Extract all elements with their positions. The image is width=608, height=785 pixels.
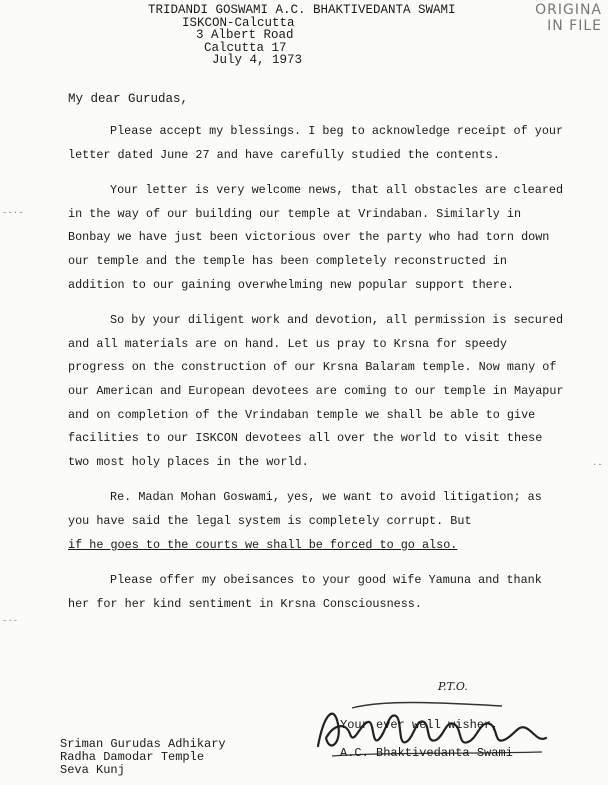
letter-body bbox=[68, 120, 568, 616]
litigation-text: Re. Madan Mohan Goswami, yes, we want to avoid litigation; as you have said the legal system is completely corrupt. But bbox=[68, 490, 542, 528]
recipient-address bbox=[60, 738, 226, 777]
paragraph-temples: Your letter is very welcome news, that all obstacles are cleared in the way of our building our temple at Vrindaban. Similarly in Bonbay we have just been victorious over the party who had torn down our temple and the temple has been completely reconstructed in addition to our gaining overwhelming new popular support there. bbox=[68, 183, 564, 292]
letterhead-address-line-2: Calcutta 17 bbox=[204, 40, 287, 55]
paragraph-blessings: Please accept my blessings. I beg to acknowledge receipt of your letter dated June 27 and have carefully studied the contents. bbox=[68, 124, 564, 162]
closing-line-2: A.C. Bhaktivedanta Swami bbox=[340, 746, 513, 760]
letterhead-name: TRIDANDI GOSWAMI A.C. BHAKTIVEDANTA SWAMI bbox=[148, 3, 456, 17]
paragraph-obeisances: Please offer my obeisances to your good wife Yamuna and thank her for her kind sentiment in Krsna Consciousness. bbox=[68, 573, 542, 611]
letterhead-org: ISKCON-Calcutta bbox=[182, 15, 295, 30]
closing bbox=[340, 718, 513, 760]
salutation: My dear Gurudas, bbox=[68, 92, 189, 106]
margin-dash-mark: ‐‐·‐ bbox=[2, 208, 24, 218]
recipient-line-2: Radha Damodar Temple bbox=[60, 750, 205, 764]
stamp-line-1: ORIGINA bbox=[535, 2, 602, 18]
pto-note: P.T.O. bbox=[438, 680, 468, 693]
recipient-line-3: Seva Kunj bbox=[60, 763, 125, 777]
recipient-line-1: Sriman Gurudas Adhikary bbox=[60, 737, 226, 751]
margin-dash-mark: ‐·‐ bbox=[2, 616, 19, 626]
closing-line-1: Your ever well wisher, bbox=[340, 718, 499, 732]
original-in-file-stamp bbox=[535, 2, 602, 34]
margin-dash-mark: ·‐ bbox=[592, 460, 603, 470]
letter-date: July 4, 1973 bbox=[212, 53, 303, 67]
stamp-line-2: IN FILE bbox=[547, 18, 602, 34]
letterhead bbox=[148, 4, 456, 67]
paragraph-construction: So by your diligent work and devotion, all permission is secured and all materials are on hand. Let us pray to Krsna for speedy progress on the construction of our Krsna Balaram temple. Now many of our American and European devotees are coming to our temple in Mayapur and on completion of the Vrindaban temple we shall be able to give facilities to our ISKCON devotees all over the world to visit these two most holy places in the world. bbox=[68, 313, 564, 469]
letterhead-address-line-1: 3 Albert Road bbox=[196, 28, 294, 42]
paragraph-litigation bbox=[68, 486, 568, 557]
underlined-sentence: if he goes to the courts we shall be forced to go also. bbox=[68, 537, 458, 552]
